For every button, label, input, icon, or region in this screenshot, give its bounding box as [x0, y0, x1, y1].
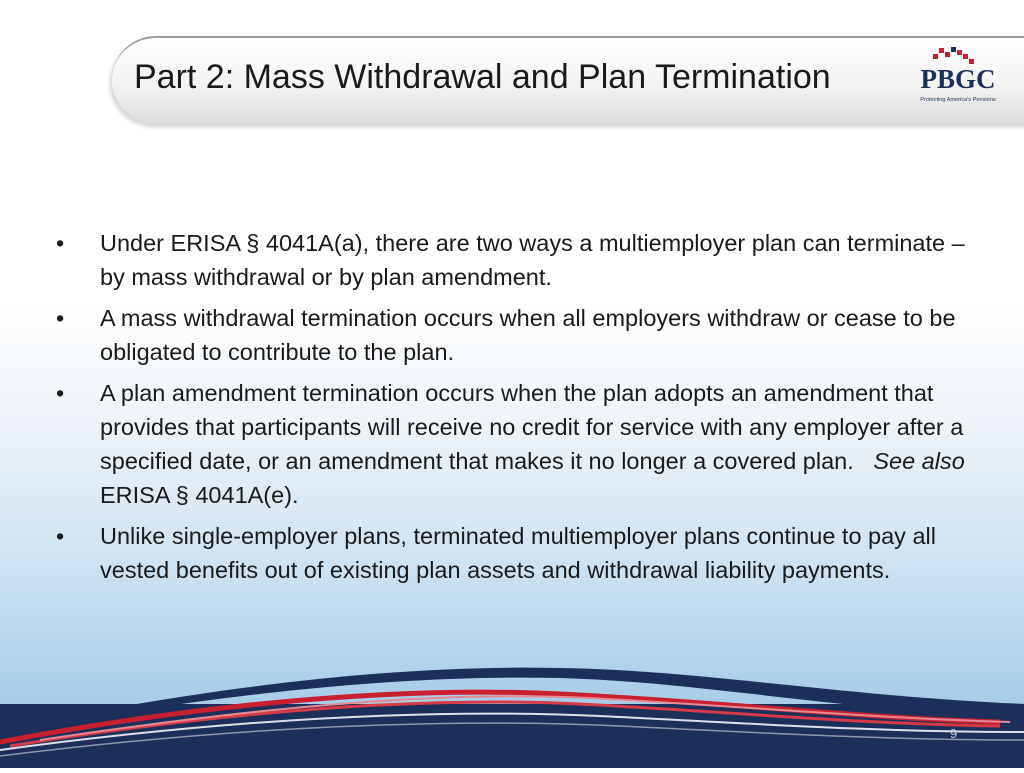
bullet-marker: • [56, 523, 65, 549]
bullet-text-main: A plan amendment termination occurs when the plan adopts an amendment that provides that participants will receive no credit for service with any employer after a specified date, or an amendment that makes it no longer a covered plan. [100, 380, 970, 474]
bullet-marker: • [56, 380, 65, 406]
bullet-item [56, 301, 976, 369]
bullet-item [56, 376, 976, 512]
bullet-list [56, 226, 976, 594]
bullet-text-citation: ERISA § 4041A(e). [100, 448, 972, 508]
bullet-item [56, 226, 976, 294]
logo-tagline: Protecting America's Pensions [920, 97, 996, 103]
footer-swoosh [0, 660, 1024, 768]
pbgc-logo [912, 46, 1004, 108]
bullet-marker: • [56, 305, 65, 331]
logo-text: PBGC [920, 64, 996, 94]
bullet-text: Under ERISA § 4041A(a), there are two ways a multiemployer plan can terminate – by mass withdrawal or by plan amendment. [100, 230, 965, 290]
page-number: 9 [950, 726, 958, 741]
bullet-item [56, 519, 976, 587]
bullet-text: A mass withdrawal termination occurs when all employers withdraw or cease to be obligated to contribute to the plan. [100, 305, 956, 365]
bullet-text [100, 380, 971, 508]
bullet-text: Unlike single-employer plans, terminated multiemployer plans continue to pay all vested benefits out of existing plan assets and withdrawal liability payments. [100, 523, 936, 583]
see-also-text: See also [873, 448, 965, 474]
slide-title: Part 2: Mass Withdrawal and Plan Termination [134, 58, 831, 96]
bullet-marker: • [56, 230, 65, 256]
